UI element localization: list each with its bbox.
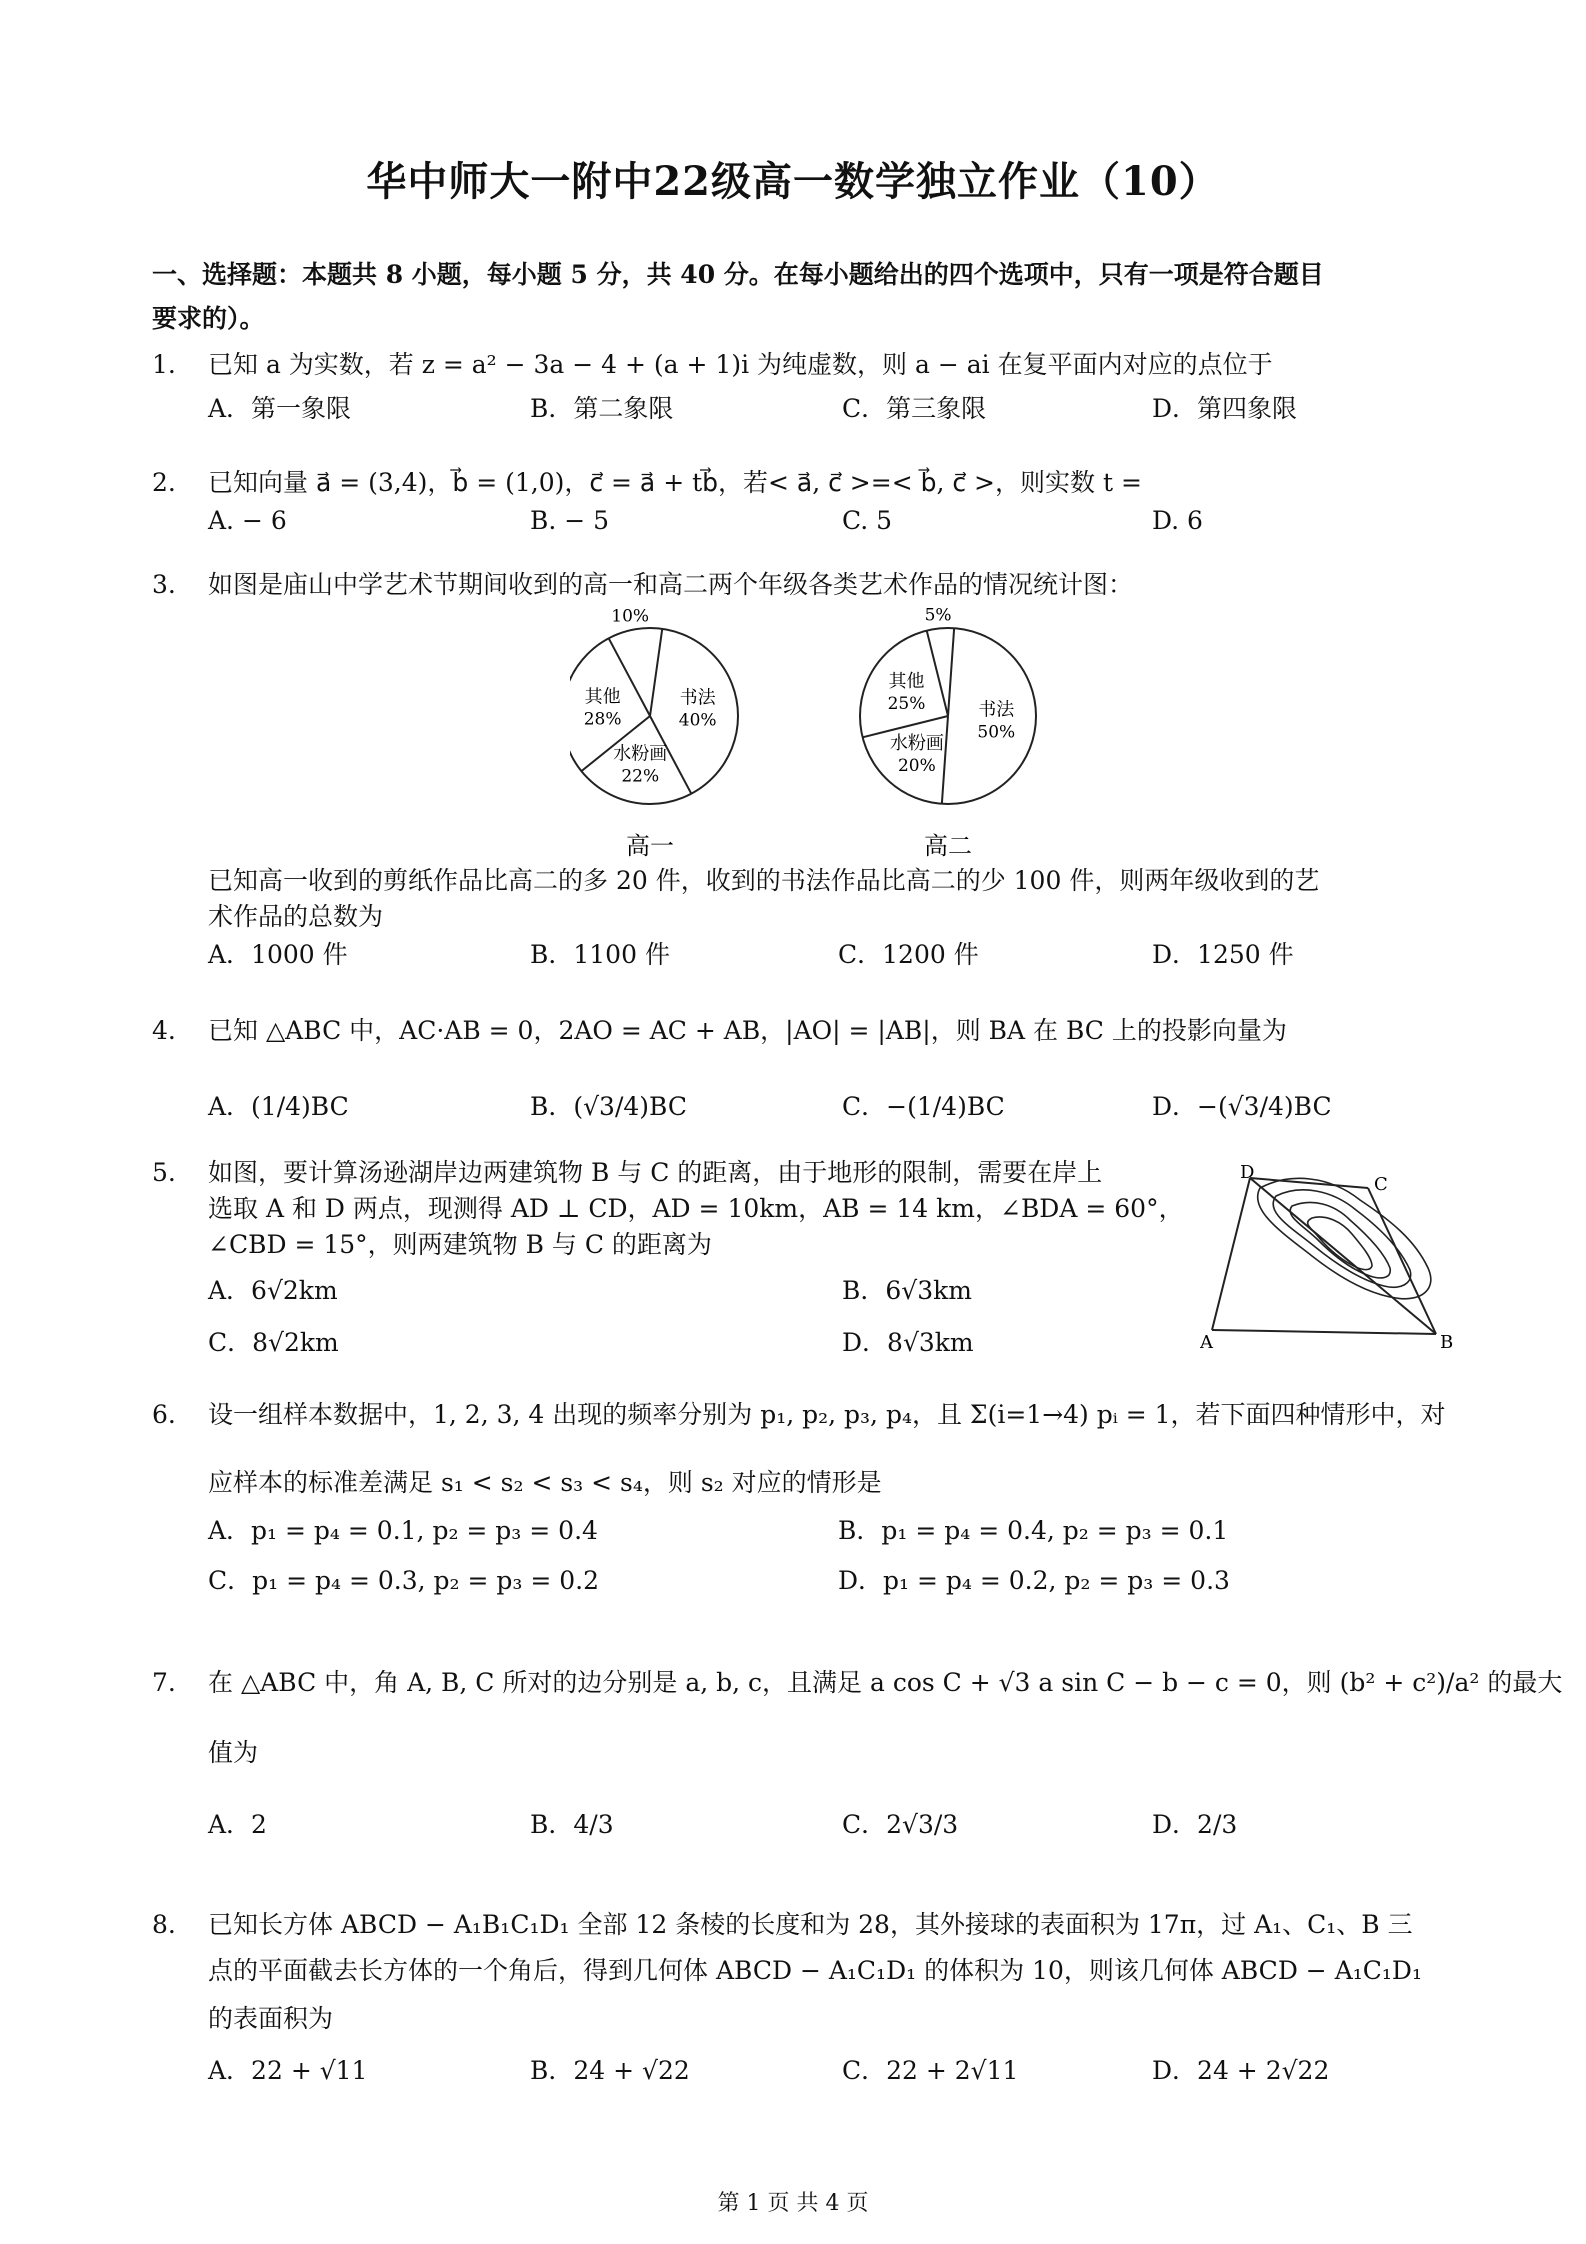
question-3-option-c: C．1200 件 (838, 940, 979, 969)
question-5-stem-line1: 如图，要计算汤逊湖岸边两建筑物 B 与 C 的距离，由于地形的限制，需要在岸上 (208, 1158, 1103, 1187)
question-8-option-a: A．22 + √11 (208, 2056, 368, 2085)
figure5-label-b: B (1440, 1332, 1454, 1350)
question-6-option-c: C．p₁ = p₄ = 0.3, p₂ = p₃ = 0.2 (208, 1566, 600, 1595)
figure5-label-a: A (1200, 1332, 1213, 1350)
pie-slice-label (612, 604, 648, 605)
question-8-option-c: C．22 + 2√11 (842, 2056, 1019, 2085)
question-4-option-b: B．(√3/4)BC (530, 1092, 688, 1121)
pie-slice-percent: 22% (621, 766, 660, 787)
pie-chart-grade-2 (860, 604, 1036, 804)
question-5-number: 5. (152, 1158, 176, 1187)
question-2-option-c: C. 5 (842, 506, 893, 535)
question-5-option-b: B．6√3km (842, 1276, 972, 1305)
question-3-number: 3. (152, 570, 176, 599)
question-2-option-a: A. − 6 (208, 506, 287, 535)
pie-charts-figure (570, 604, 1040, 864)
question-7-option-b: B．4/3 (530, 1810, 614, 1839)
question-1-option-a: A．第一象限 (208, 394, 352, 423)
pie-slice-percent: 10% (611, 606, 650, 627)
pie-slice-label: 水粉画 (889, 733, 944, 755)
pie-slice-label: 水粉画 (613, 743, 668, 765)
pie-caption-grade-2: 高二 (924, 832, 972, 860)
pie-slice-percent: 5% (924, 605, 952, 626)
section-heading-line2: 要求的）。 (152, 304, 265, 333)
question-6-option-a: A．p₁ = p₄ = 0.1, p₂ = p₃ = 0.4 (208, 1516, 598, 1545)
question-4-option-c: C．−(1/4)BC (842, 1092, 1005, 1121)
pie-slice-label: 其他 (584, 686, 621, 708)
question-2-option-b: B. − 5 (530, 506, 610, 535)
question-5-option-d: D．8√3km (842, 1328, 974, 1357)
question-4-number: 4. (152, 1016, 176, 1045)
question-6-stem-line2: 应样本的标准差满足 s₁ < s₂ < s₃ < s₄，则 s₂ 对应的情形是 (208, 1468, 882, 1497)
question-7-stem-line2: 值为 (208, 1738, 259, 1767)
question-1-number: 1. (152, 350, 176, 379)
question-8-stem-line2: 点的平面截去长方体的一个角后，得到几何体 ABCD − A₁C₁D₁ 的体积为 10，则该几何体 ABCD − A₁C₁D₁ (208, 1956, 1422, 1985)
question-4-option-a: A．(1/4)BC (208, 1092, 349, 1121)
question-8-option-d: D．24 + 2√22 (1152, 2056, 1330, 2085)
question-8-stem-line1: 已知长方体 ABCD − A₁B₁C₁D₁ 全部 12 条棱的长度和为 28，其外接球的表面积为 17π，过 A₁、C₁、B 三 (208, 1910, 1413, 1939)
question-5-stem-line3: ∠CBD = 15°，则两建筑物 B 与 C 的距离为 (208, 1230, 712, 1259)
pie-slice-label: 其他 (888, 671, 925, 693)
pie-caption-grade-1: 高一 (626, 832, 674, 860)
question-1-stem: 已知 a 为实数，若 z = a² − 3a − 4 + (a + 1)i 为纯虚数，则 a − ai 在复平面内对应的点位于 (208, 350, 1273, 379)
pie-chart-grade-1 (570, 604, 738, 804)
question-7-option-d: D．2/3 (1152, 1810, 1238, 1839)
question-3-option-d: D．1250 件 (1152, 940, 1294, 969)
question-3-option-b: B．1100 件 (530, 940, 670, 969)
question-1-option-b: B．第二象限 (530, 394, 674, 423)
question-2-option-d: D. 6 (1152, 506, 1203, 535)
page-footer: 第 1 页 共 4 页 (717, 2191, 869, 2216)
question-8-option-b: B．24 + √22 (530, 2056, 690, 2085)
pie-slice-label: 书法 (679, 687, 716, 709)
question-4-option-d: D．−(√3/4)BC (1152, 1092, 1332, 1121)
question-2-stem: 已知向量 a⃗ = (3,4)，b⃗ = (1,0)，c⃗ = a⃗ + tb⃗，若< a⃗, c⃗ >=< b⃗, c⃗ >，则实数 t = (208, 468, 1142, 497)
question-3-stem-line1: 如图是庙山中学艺术节期间收到的高一和高二两个年级各类艺术作品的情况统计图： (208, 570, 1134, 599)
pie-slice-percent: 25% (887, 694, 926, 715)
question-3-stem-line2: 已知高一收到的剪纸作品比高二的多 20 件，收到的书法作品比高二的少 100 件，则两年级收到的艺 (208, 866, 1320, 895)
question-2-number: 2. (152, 468, 176, 497)
lake-diagram (1200, 1160, 1470, 1350)
question-6-number: 6. (152, 1400, 176, 1429)
question-3-option-a: A．1000 件 (208, 940, 348, 969)
pie-slice-percent: 28% (583, 709, 622, 730)
figure5-label-d: D (1240, 1162, 1255, 1183)
question-7-option-c: C．2√3/3 (842, 1810, 959, 1839)
question-8-stem-line3: 的表面积为 (208, 2004, 334, 2033)
figure5-label-c: C (1374, 1174, 1388, 1195)
question-5-option-a: A．6√2km (208, 1276, 338, 1305)
question-7-number: 7. (152, 1668, 176, 1697)
pie-slice-label: 书法 (978, 699, 1015, 721)
question-4-stem: 已知 △ABC 中，AC·AB = 0，2AO = AC + AB，|AO| = |AB|，则 BA 在 BC 上的投影向量为 (208, 1016, 1287, 1045)
section-heading-line1: 一、选择题：本题共 8 小题，每小题 5 分，共 40 分。在每小题给出的四个选项中，只有一项是符合题目 (152, 260, 1324, 289)
question-7-option-a: A．2 (208, 1810, 267, 1839)
question-8-number: 8. (152, 1910, 176, 1939)
question-1-option-d: D．第四象限 (1152, 394, 1298, 423)
question-6-option-b: B．p₁ = p₄ = 0.4, p₂ = p₃ = 0.1 (838, 1516, 1229, 1545)
question-6-option-d: D．p₁ = p₄ = 0.2, p₂ = p₃ = 0.3 (838, 1566, 1230, 1595)
question-7-stem-line1: 在 △ABC 中，角 A, B, C 所对的边分别是 a, b, c，且满足 a cos C + √3 a sin C − b − c = 0，则 (b² + c²)/a² 的最大 (208, 1668, 1563, 1697)
pie-slice-percent: 50% (977, 722, 1016, 743)
question-1-option-c: C．第三象限 (842, 394, 987, 423)
pie-slice-percent: 40% (678, 710, 717, 731)
pie-slice-percent: 20% (897, 756, 936, 777)
question-6-stem-line1: 设一组样本数据中，1, 2, 3, 4 出现的频率分别为 p₁, p₂, p₃, p₄，且 Σ(i=1→4) pᵢ = 1，若下面四种情形中，对 (208, 1400, 1446, 1429)
question-5-stem-line2: 选取 A 和 D 两点，现测得 AD ⊥ CD，AD = 10km，AB = 14 km，∠BDA = 60°， (208, 1194, 1184, 1223)
page-title: 华中师大一附中22级高一数学独立作业（10） (366, 158, 1220, 205)
question-5-option-c: C．8√2km (208, 1328, 339, 1357)
question-3-stem-line3: 术作品的总数为 (208, 902, 384, 931)
